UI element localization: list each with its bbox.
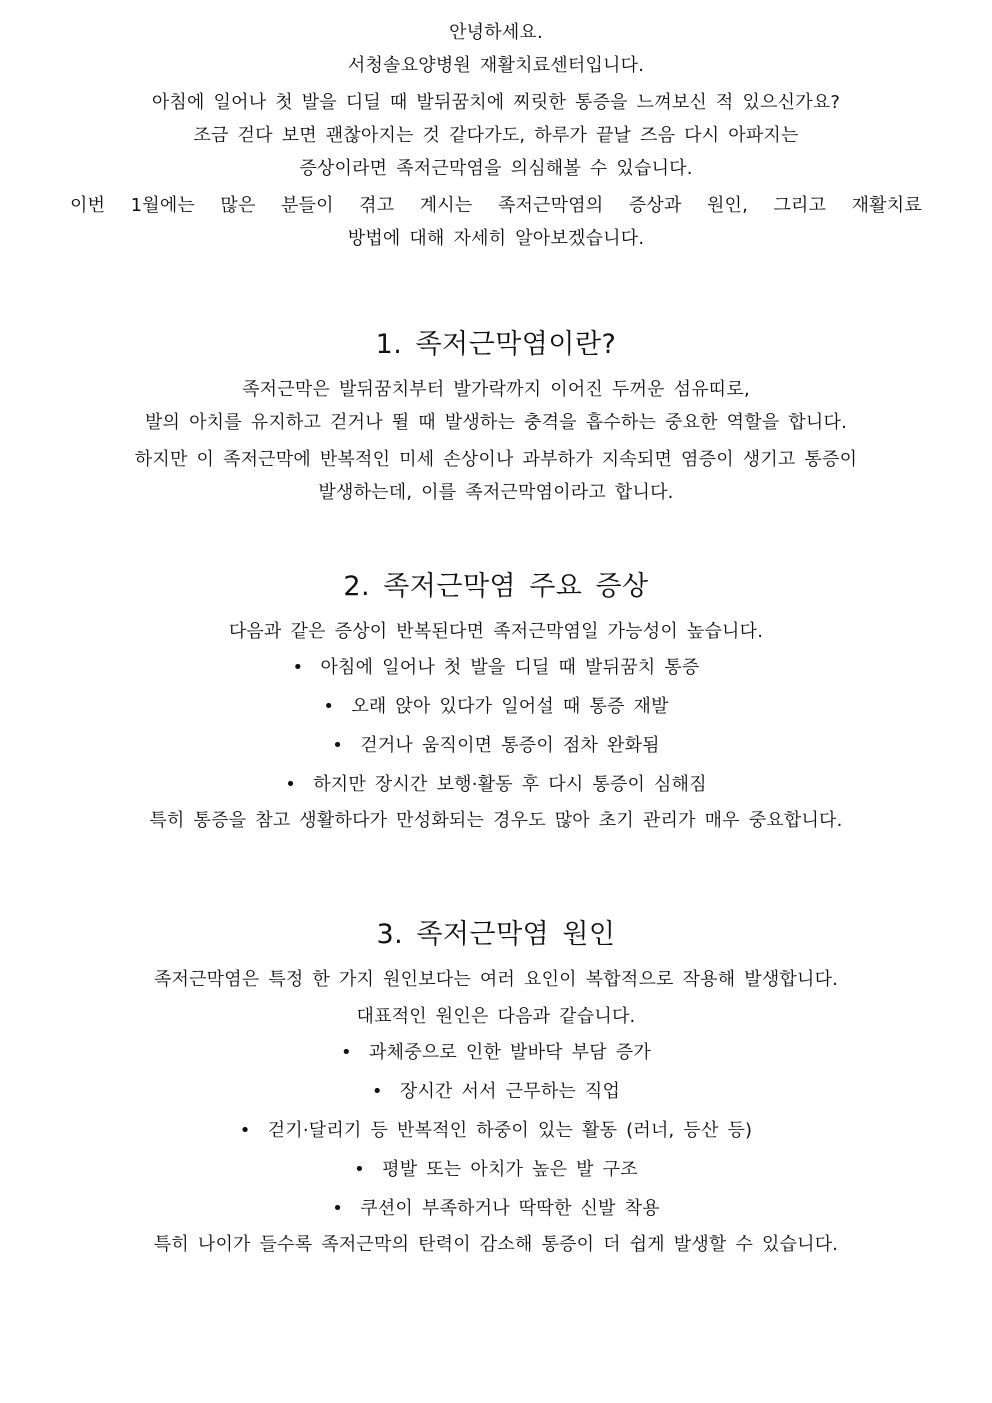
bullet-icon: • [371,1081,383,1102]
topic-line-2: 방법에 대해 자세히 알아보겠습니다. [347,228,645,249]
intro-section [70,16,922,255]
bullet-icon: • [354,1159,365,1180]
definition-line-4: 발생하는데, 이를 족저근막염이라고 합니다. [318,482,674,503]
section-2-heading: 2. 족저근막염 주요 증상 [343,571,649,602]
definition-line-3: 하지만 이 족저근막에 반복적인 미세 손상이나 과부하가 지속되면 염증이 생기고 통증이 [134,449,858,470]
list-item: • 하지만 장시간 보행·활동 후 다시 통증이 심해짐 [70,765,922,804]
section-causes [70,915,922,1261]
organization-text: 서청솔요양병원 재활치료센터입니다. [347,55,645,76]
topic-line-1: 이번 1월에는 많은 분들이 겪고 계시는 족저근막염의 증상과 원인, 그리고 재활치료 [70,195,922,216]
symptoms-lead: 다음과 같은 증상이 반복된다면 족저근막염일 가능성이 높습니다. [228,621,764,642]
bullet-icon: • [341,1042,352,1063]
symptoms-closing: 특히 통증을 참고 생활하다가 만성화되는 경우도 많아 초기 관리가 매우 중요합니다. [149,810,843,831]
list-item: • 걷거나 움직이면 통증이 점차 완화됨 [70,726,922,765]
definition-line-2: 발의 아치를 유지하고 걷거나 뛸 때 발생하는 충격을 흡수하는 중요한 역할을 합니다. [144,412,848,433]
list-item: • 오래 앉아 있다가 일어설 때 통증 재발 [70,687,922,726]
bullet-icon: • [239,1120,251,1141]
bullet-icon: • [332,735,344,756]
greeting-text: 안녕하세요. [449,22,543,43]
bullet-icon: • [285,774,297,795]
list-item: • 평발 또는 아치가 높은 발 구조 [70,1150,922,1189]
bullet-icon: • [323,696,335,717]
document-page [70,16,922,1261]
section-1-heading: 1. 족저근막염이란? [375,329,617,360]
bullet-icon: • [332,1198,344,1219]
question-line-3: 증상이라면 족저근막염을 의심해볼 수 있습니다. [299,158,693,179]
list-item: • 쿠션이 부족하거나 딱딱한 신발 착용 [70,1189,922,1228]
symptoms-list [70,648,922,804]
section-symptoms [70,567,922,837]
causes-list [70,1033,922,1228]
list-item: • 과체중으로 인한 발바닥 부담 증가 [70,1033,922,1072]
section-definition [70,325,922,509]
definition-line-1: 족저근막은 발뒤꿈치부터 발가락까지 이어진 두꺼운 섬유띠로, [242,379,750,400]
causes-lead-1: 족저근막염은 특정 한 가지 원인보다는 여러 요인이 복합적으로 작용해 발생합니다. [153,969,839,990]
section-3-heading: 3. 족저근막염 원인 [376,919,616,950]
list-item: • 장시간 서서 근무하는 직업 [70,1072,922,1111]
bullet-icon: • [292,657,304,678]
causes-lead-2: 대표적인 원인은 다음과 같습니다. [356,1006,636,1027]
question-line-2: 조금 걷다 보면 괜찮아지는 것 같다가도, 하루가 끝날 즈음 다시 아파지는 [193,125,799,146]
question-line-1: 아침에 일어나 첫 발을 디딜 때 발뒤꿈치에 찌릿한 통증을 느껴보신 적 있으신가요? [151,92,841,113]
list-item: • 아침에 일어나 첫 발을 디딜 때 발뒤꿈치 통증 [70,648,922,687]
list-item: • 걷기·달리기 등 반복적인 하중이 있는 활동 (러너, 등산 등) [70,1111,922,1150]
causes-closing: 특히 나이가 들수록 족저근막의 탄력이 감소해 통증이 더 쉽게 발생할 수 있습니다. [153,1234,839,1255]
